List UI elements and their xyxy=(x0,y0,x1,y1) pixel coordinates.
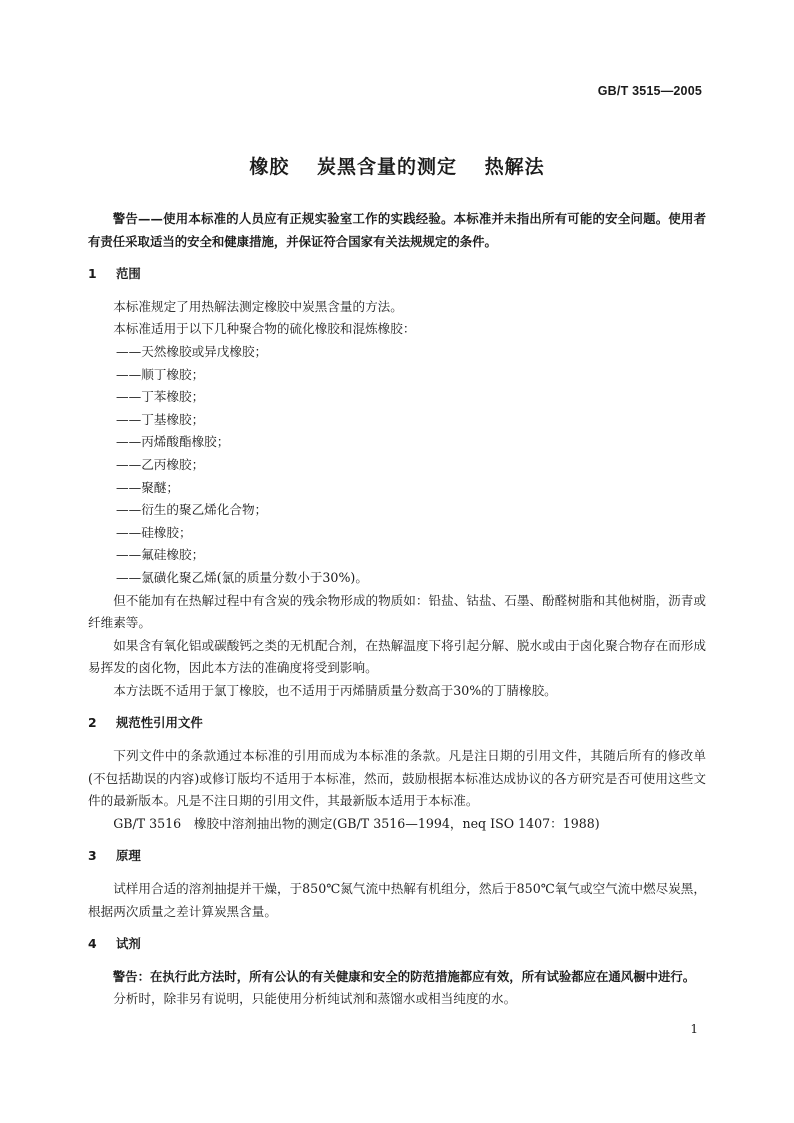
scope-paragraph-5: 本方法既不适用于氯丁橡胶，也不适用于丙烯腈质量分数高于30%的丁腈橡胶。 xyxy=(113,682,557,698)
list-item: ——天然橡胶或异戊橡胶； xyxy=(116,343,268,359)
title-part-2: 炭黑含量的测定 xyxy=(316,156,457,178)
list-item: ——丁基橡胶； xyxy=(116,411,205,427)
list-item: ——乙丙橡胶； xyxy=(116,456,205,472)
reference-entry: GB/T 3516 橡胶中溶剂抽出物的测定(GB/T 3516—1994，neq ISO 1407：1988) xyxy=(113,815,600,831)
section-title: 规范性引用文件 xyxy=(116,715,203,731)
list-item: ——衍生的聚乙烯化合物； xyxy=(116,502,268,518)
reagent-paragraph: 分析时，除非另有说明，只能使用分析纯试剂和蒸馏水或相当纯度的水。 xyxy=(113,991,517,1007)
section-title: 试剂 xyxy=(116,936,141,952)
section-3-heading xyxy=(88,845,706,868)
reagent-warning: 警告：在执行此方法时，所有公认的有关健康和安全的防范措施都应有效，所有试验都应在通风橱中进行。 xyxy=(112,968,696,984)
list-item: ——丙烯酸酯橡胶； xyxy=(116,434,230,450)
scope-paragraph-3: 但不能加有在热解过程中有含炭的残余物形成的物质如：铅盐、钴盐、石墨、酚醛树脂和其他树脂，沥青或纤维素等。 xyxy=(88,592,706,631)
document-title xyxy=(0,152,794,179)
list-item: ——氟硅橡胶； xyxy=(116,547,205,563)
section-number: 3 xyxy=(88,848,97,864)
section-1-heading xyxy=(88,263,706,286)
section-2-heading xyxy=(88,712,706,735)
section-title: 原理 xyxy=(116,848,141,864)
page-number: 1 xyxy=(690,1022,698,1036)
list-item: ——氯磺化聚乙烯(氯的质量分数小于30%)。 xyxy=(116,569,368,585)
scope-paragraph-1: 本标准规定了用热解法测定橡胶中炭黑含量的方法。 xyxy=(113,298,403,314)
warning-paragraph: 警告——使用本标准的人员应有正规实验室工作的实践经验。本标准并未指出所有可能的安全问题。使用者有责任采取适当的安全和健康措施，并保证符合国家有关法规规定的条件。 xyxy=(88,211,706,249)
section-4-heading xyxy=(88,933,706,956)
section-number: 1 xyxy=(88,266,97,282)
principle-paragraph: 试样用合适的溶剂抽提并干燥，于850℃氮气流中热解有机组分，然后于850℃氧气或空气流中燃尽炭黑，根据两次质量之差计算炭黑含量。 xyxy=(88,881,706,919)
scope-paragraph-4: 如果含有氧化铝或碳酸钙之类的无机配合剂，在热解温度下将引起分解、脱水或由于卤化聚合物存在而形成易挥发的卤化物，因此本方法的准确度将受到影响。 xyxy=(88,637,706,676)
section-title: 范围 xyxy=(116,266,141,282)
list-item: ——硅橡胶； xyxy=(116,524,192,540)
list-item: ——顺丁橡胶； xyxy=(116,366,205,382)
list-item: ——丁苯橡胶； xyxy=(116,389,205,405)
section-number: 2 xyxy=(88,715,97,731)
document-body xyxy=(88,208,706,1011)
scope-paragraph-2: 本标准适用于以下几种聚合物的硫化橡胶和混炼橡胶： xyxy=(113,321,416,337)
section-number: 4 xyxy=(88,936,97,952)
polymer-list xyxy=(88,341,706,590)
title-part-3: 热解法 xyxy=(484,156,545,178)
list-item: ——聚醚； xyxy=(116,479,179,495)
references-paragraph: 下列文件中的条款通过本标准的引用而成为本标准的条款。凡是注日期的引用文件，其随后所有的修改单(不包括勘误的内容)或修订版均不适用于本标准，然而，鼓励根据本标准达成协议的各方研究是否可使用这些文件的最新版本。凡是不注日期的引用文件，其最新版本适用于本标准。 xyxy=(88,748,706,809)
standard-code: GB/T 3515—2005 xyxy=(597,84,702,98)
title-part-1: 橡胶 xyxy=(249,156,290,178)
